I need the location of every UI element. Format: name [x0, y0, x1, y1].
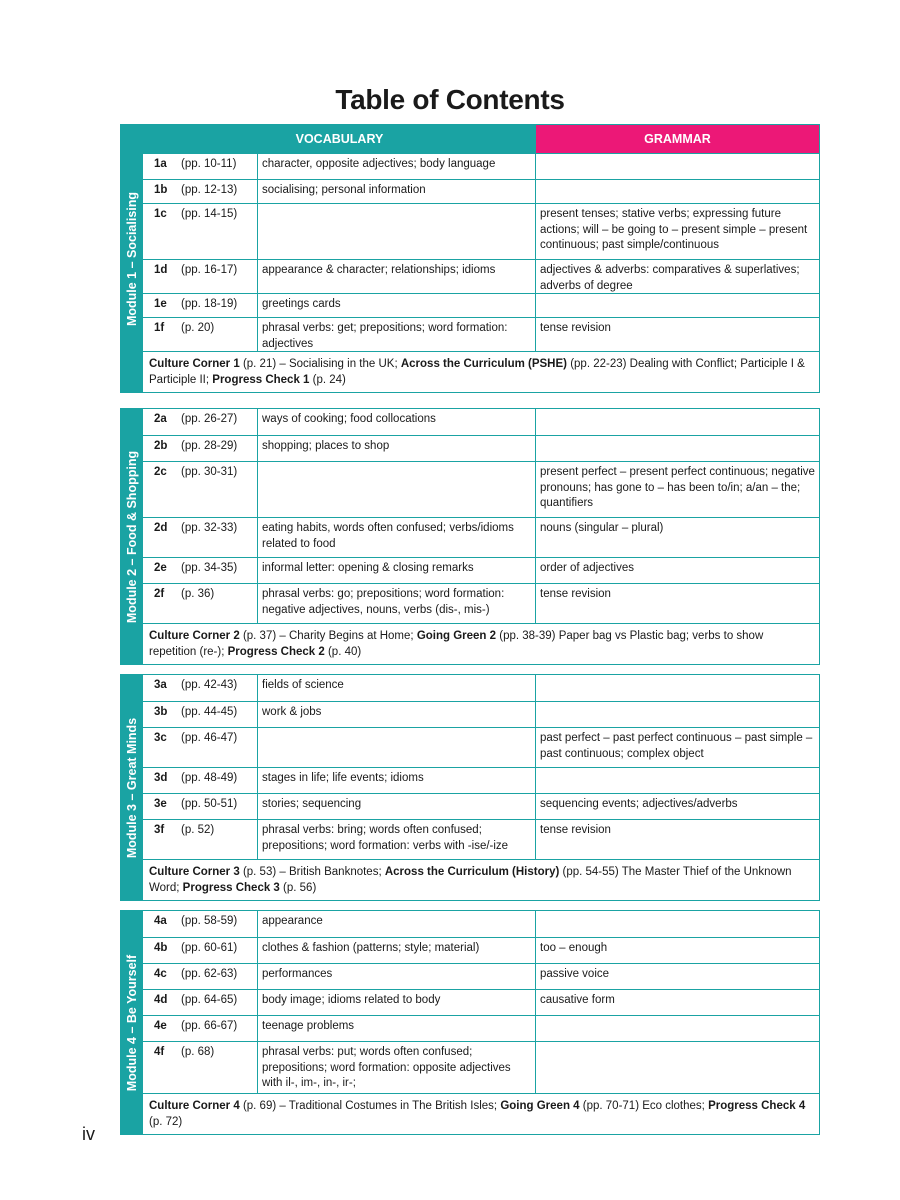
- vocabulary-cell: [258, 462, 536, 517]
- module-footer: [143, 859, 819, 900]
- unit-cell: [143, 820, 258, 859]
- unit-id: 2d: [154, 522, 168, 534]
- footer-section-title: Going Green 4: [500, 1100, 580, 1112]
- unit-pages: (pp. 58-59): [181, 915, 238, 927]
- unit-id: 3c: [154, 732, 167, 744]
- grammar-cell: [536, 436, 819, 461]
- unit-id: 1a: [154, 158, 167, 170]
- unit-cell: [143, 204, 258, 259]
- vocabulary-cell: phrasal verbs: go; prepositions; word formation: negative adjectives, nouns, verbs (dis-, mis-): [258, 584, 536, 623]
- footer-section-title: Culture Corner 1: [149, 358, 240, 370]
- footer-section-title: Culture Corner 2: [149, 630, 240, 642]
- unit-id: 1e: [154, 298, 167, 310]
- unit-pages: (pp. 48-49): [181, 772, 238, 784]
- footer-section-title: Progress Check 3: [182, 882, 280, 894]
- unit-pages: (pp. 64-65): [181, 994, 238, 1006]
- unit-id: 1c: [154, 208, 167, 220]
- vocabulary-cell: teenage problems: [258, 1016, 536, 1041]
- grammar-cell: [536, 768, 819, 793]
- footer-section-title: Going Green 2: [416, 630, 497, 642]
- table-row: [143, 963, 819, 989]
- vocabulary-cell: fields of science: [258, 675, 536, 701]
- table-row: [143, 317, 819, 351]
- vocabulary-cell: stages in life; life events; idioms: [258, 768, 536, 793]
- unit-id: 3a: [154, 679, 167, 691]
- vocabulary-cell: greetings cards: [258, 294, 536, 317]
- table-row: [143, 819, 819, 859]
- unit-cell: [143, 462, 258, 517]
- table-row: [143, 461, 819, 517]
- grammar-header: GRAMMAR: [536, 125, 819, 153]
- grammar-cell: sequencing events; adjectives/adverbs: [540, 798, 738, 810]
- unit-pages: (pp. 34-35): [181, 562, 238, 574]
- table-row: [143, 989, 819, 1015]
- grammar-cell: present perfect – present perfect continuous; negative pronouns; has gone to – has been to/in; a/an – the; quantifiers: [540, 466, 815, 509]
- unit-pages: (pp. 26-27): [181, 413, 238, 425]
- unit-cell: [143, 768, 258, 793]
- module-4: [120, 910, 820, 1135]
- footer-section-text: (p. 40): [324, 646, 362, 658]
- grammar-cell: adjectives & adverbs: comparatives & superlatives; adverbs of degree: [540, 264, 800, 292]
- vocabulary-cell: informal letter: opening & closing remarks: [258, 558, 536, 583]
- unit-id: 4f: [154, 1046, 165, 1058]
- unit-cell: [143, 990, 258, 1015]
- vocabulary-cell: appearance: [258, 911, 536, 937]
- unit-cell: [143, 318, 258, 351]
- unit-cell: [143, 702, 258, 727]
- table-row: [143, 911, 819, 937]
- unit-cell: [143, 964, 258, 989]
- unit-id: 3d: [154, 772, 168, 784]
- footer-section-title: Across the Curriculum (History): [384, 866, 560, 878]
- table-row: [143, 259, 819, 293]
- unit-cell: [143, 154, 258, 179]
- footer-section-text: (p. 72): [149, 1116, 183, 1128]
- unit-pages: (pp. 42-43): [181, 679, 238, 691]
- unit-pages: (pp. 32-33): [181, 522, 238, 534]
- module-2: [120, 408, 820, 665]
- module-name: Module 2 – Food & Shopping: [125, 450, 139, 623]
- table-row: [143, 701, 819, 727]
- grammar-cell: nouns (singular – plural): [540, 522, 664, 534]
- module-3: [120, 674, 820, 901]
- unit-id: 3f: [154, 824, 165, 836]
- vocabulary-cell: appearance & character; relationships; idioms: [258, 260, 536, 293]
- unit-pages: (pp. 30-31): [181, 466, 238, 478]
- table-row: [143, 179, 819, 203]
- vocabulary-cell: clothes & fashion (patterns; style; material): [258, 938, 536, 963]
- unit-id: 1f: [154, 322, 165, 334]
- module-side-band: [121, 675, 143, 900]
- footer-section-text: (p. 69) – Traditional Costumes in The British Isles;: [239, 1100, 501, 1112]
- unit-cell: [143, 675, 258, 701]
- table-row: [143, 435, 819, 461]
- unit-id: 1d: [154, 264, 168, 276]
- vocabulary-cell: [258, 204, 536, 259]
- grammar-cell: tense revision: [540, 588, 611, 600]
- table-row: [143, 203, 819, 259]
- grammar-cell: tense revision: [540, 824, 611, 836]
- unit-cell: [143, 938, 258, 963]
- unit-pages: (pp. 28-29): [181, 440, 238, 452]
- grammar-cell: [536, 1042, 819, 1093]
- module-name: Module 4 – Be Yourself: [125, 954, 139, 1091]
- unit-pages: (pp. 60-61): [181, 942, 238, 954]
- unit-cell: [143, 794, 258, 819]
- unit-id: 2a: [154, 413, 167, 425]
- module-body: [143, 409, 819, 664]
- vocabulary-header: VOCABULARY: [143, 125, 536, 153]
- unit-cell: [143, 260, 258, 293]
- vocabulary-cell: work & jobs: [258, 702, 536, 727]
- footer-section-text: (p. 53) – British Banknotes;: [239, 866, 385, 878]
- vocabulary-cell: character, opposite adjectives; body language: [258, 154, 536, 179]
- unit-cell: [143, 409, 258, 435]
- unit-pages: (pp. 46-47): [181, 732, 238, 744]
- module-footer: [143, 1093, 819, 1134]
- grammar-cell: order of adjectives: [540, 562, 634, 574]
- vocabulary-cell: phrasal verbs: get; prepositions; word formation: adjectives: [258, 318, 536, 351]
- table-row: [143, 793, 819, 819]
- footer-section-title: Progress Check 4: [708, 1100, 806, 1112]
- footer-section-text: (p. 21) – Socialising in the UK;: [239, 358, 401, 370]
- footer-section-title: Across the Curriculum (PSHE): [400, 358, 567, 370]
- table-row: [143, 153, 819, 179]
- unit-id: 4e: [154, 1020, 167, 1032]
- unit-pages: (p. 68): [181, 1046, 215, 1058]
- module-body: [143, 911, 819, 1134]
- unit-cell: [143, 728, 258, 767]
- unit-pages: (pp. 16-17): [181, 264, 238, 276]
- vocabulary-cell: phrasal verbs: put; words often confused; prepositions; word formation: opposite adjectives with il-, im-, in-, ir-;: [258, 1042, 536, 1093]
- footer-section-title: Progress Check 1: [212, 374, 310, 386]
- unit-cell: [143, 1042, 258, 1093]
- unit-cell: [143, 518, 258, 557]
- table-row: [143, 727, 819, 767]
- table-row: [143, 557, 819, 583]
- table-row: [143, 517, 819, 557]
- grammar-cell: [536, 180, 819, 203]
- module-1: [120, 124, 820, 393]
- unit-id: 3b: [154, 706, 168, 718]
- unit-id: 4d: [154, 994, 168, 1006]
- module-side-band: [121, 409, 143, 664]
- footer-section-text: (pp. 70-71) Eco clothes;: [579, 1100, 709, 1112]
- unit-pages: (p. 36): [181, 588, 215, 600]
- page-number: iv: [82, 1124, 95, 1144]
- footer-section-title: Culture Corner 4: [149, 1100, 240, 1112]
- unit-pages: (pp. 14-15): [181, 208, 238, 220]
- unit-id: 4a: [154, 915, 167, 927]
- module-body: [143, 125, 819, 392]
- unit-pages: (pp. 50-51): [181, 798, 238, 810]
- page-title: Table of Contents: [335, 84, 565, 115]
- module-name: Module 3 – Great Minds: [125, 717, 139, 858]
- grammar-cell: [536, 294, 819, 317]
- unit-pages: (p. 20): [181, 322, 215, 334]
- unit-cell: [143, 558, 258, 583]
- vocabulary-cell: performances: [258, 964, 536, 989]
- unit-id: 1b: [154, 184, 168, 196]
- vocabulary-cell: shopping; places to shop: [258, 436, 536, 461]
- table-row: [143, 767, 819, 793]
- footer-section-text: (pp. 22-23) Dealing with Conflict; Participle I & Participle II;: [149, 358, 805, 386]
- grammar-cell: [536, 675, 819, 701]
- table-row: [143, 1041, 819, 1093]
- grammar-cell: present tenses; stative verbs; expressing future actions; will – be going to – present simple – present continuous; past simple/continuous: [540, 208, 808, 251]
- footer-section-text: (p. 37) – Charity Begins at Home;: [239, 630, 417, 642]
- grammar-cell: passive voice: [540, 968, 610, 980]
- table-row: [143, 1015, 819, 1041]
- unit-id: 4b: [154, 942, 168, 954]
- table-row: [143, 293, 819, 317]
- unit-cell: [143, 1016, 258, 1041]
- unit-pages: (p. 52): [181, 824, 215, 836]
- table-row: [143, 937, 819, 963]
- module-name: Module 1 – Socialising: [125, 191, 139, 326]
- grammar-cell: [536, 702, 819, 727]
- footer-section-text: (pp. 38-39) Paper bag vs Plastic bag; verbs to show repetition (re-);: [149, 630, 764, 658]
- vocabulary-cell: ways of cooking; food collocations: [258, 409, 536, 435]
- unit-id: 4c: [154, 968, 167, 980]
- unit-pages: (pp. 44-45): [181, 706, 238, 718]
- unit-id: 3e: [154, 798, 167, 810]
- vocabulary-cell: eating habits, words often confused; verbs/idioms related to food: [258, 518, 536, 557]
- column-headers: [143, 125, 819, 153]
- grammar-cell: too – enough: [540, 942, 608, 954]
- unit-id: 2e: [154, 562, 167, 574]
- table-row: [143, 675, 819, 701]
- unit-id: 2b: [154, 440, 168, 452]
- unit-pages: (pp. 12-13): [181, 184, 238, 196]
- module-side-band: [121, 911, 143, 1134]
- grammar-cell: [536, 409, 819, 435]
- unit-pages: (pp. 18-19): [181, 298, 238, 310]
- module-body: [143, 675, 819, 900]
- vocabulary-cell: body image; idioms related to body: [258, 990, 536, 1015]
- grammar-cell: [536, 1016, 819, 1041]
- module-side-band: [121, 125, 143, 392]
- vocabulary-cell: socialising; personal information: [258, 180, 536, 203]
- unit-pages: (pp. 66-67): [181, 1020, 238, 1032]
- footer-section-title: Culture Corner 3: [149, 866, 240, 878]
- grammar-cell: [536, 911, 819, 937]
- unit-cell: [143, 180, 258, 203]
- unit-cell: [143, 911, 258, 937]
- table-row: [143, 583, 819, 623]
- grammar-cell: past perfect – past perfect continuous – past simple – past continuous; complex object: [540, 732, 813, 760]
- unit-cell: [143, 584, 258, 623]
- vocabulary-cell: phrasal verbs: bring; words often confused; prepositions; word formation: verbs with -ise/-ize: [258, 820, 536, 859]
- module-footer: [143, 623, 819, 664]
- grammar-cell: [536, 154, 819, 179]
- unit-id: 2f: [154, 588, 165, 600]
- footer-section-text: (p. 56): [279, 882, 317, 894]
- vocabulary-cell: [258, 728, 536, 767]
- unit-pages: (pp. 10-11): [181, 158, 237, 170]
- grammar-cell: causative form: [540, 994, 615, 1006]
- module-footer: [143, 351, 819, 392]
- unit-id: 2c: [154, 466, 167, 478]
- table-row: [143, 409, 819, 435]
- unit-cell: [143, 436, 258, 461]
- footer-section-text: (pp. 54-55) The Master Thief of the Unknown Word;: [149, 866, 792, 894]
- footer-section-text: (p. 24): [309, 374, 346, 386]
- unit-pages: (pp. 62-63): [181, 968, 238, 980]
- grammar-cell: tense revision: [540, 322, 611, 334]
- unit-cell: [143, 294, 258, 317]
- footer-section-title: Progress Check 2: [227, 646, 325, 658]
- vocabulary-cell: stories; sequencing: [258, 794, 536, 819]
